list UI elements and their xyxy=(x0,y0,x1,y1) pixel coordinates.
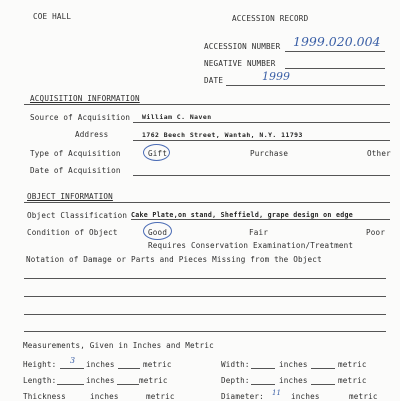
diameter-metric: metric xyxy=(349,392,378,401)
depth-inches-line xyxy=(251,384,275,385)
type-option-purchase[interactable]: Purchase xyxy=(250,149,289,158)
acquisition-date-line xyxy=(133,175,390,176)
condition-label: Condition of Object xyxy=(27,228,118,237)
condition-option-poor[interactable]: Poor xyxy=(366,228,386,237)
diameter-inches: inches xyxy=(291,392,320,401)
thickness-inches: inches xyxy=(90,392,119,401)
depth-metric: metric xyxy=(338,376,367,385)
object-heading: OBJECT INFORMATION xyxy=(27,192,113,201)
depth-label: Depth: xyxy=(221,376,250,385)
negative-number-label: NEGATIVE NUMBER xyxy=(204,59,276,68)
source-value: William C. Naven xyxy=(142,113,212,121)
notation-label: Notation of Damage or Parts and Pieces Missing from the Object xyxy=(26,255,322,264)
measurements-heading: Measurements, Given in Inches and Metric xyxy=(23,341,214,350)
diameter-value: 11 xyxy=(272,389,281,397)
address-line xyxy=(133,140,390,141)
date-line xyxy=(226,85,385,86)
height-metric: metric xyxy=(143,360,172,369)
acquisition-heading: ACQUISITION INFORMATION xyxy=(30,94,140,103)
object-divider xyxy=(24,202,390,203)
classification-line xyxy=(131,219,390,220)
length-inches-line xyxy=(57,384,84,385)
diameter-label: Diameter: xyxy=(221,392,264,401)
address-value: 1762 Beech Street, Wantah, N.Y. 11793 xyxy=(142,131,303,139)
length-metric-line xyxy=(117,384,139,385)
condition-option-fair[interactable]: Fair xyxy=(249,228,269,237)
org-name: COE HALL xyxy=(33,12,72,21)
source-line xyxy=(133,122,390,123)
accession-number-value: 1999.020.004 xyxy=(293,34,381,49)
type-option-other[interactable]: Other xyxy=(367,149,391,158)
width-label: Width: xyxy=(221,360,250,369)
source-label: Source of Acquisition xyxy=(30,113,131,122)
thickness-label: Thickness xyxy=(23,392,66,401)
width-inches-line xyxy=(251,368,275,369)
length-metric: metric xyxy=(139,376,168,385)
conservation-label: Requires Conservation Examination/Treatment xyxy=(148,241,354,250)
accession-number-line xyxy=(285,51,385,52)
accession-number-label: ACCESSION NUMBER xyxy=(204,42,281,51)
classification-label: Object Classification xyxy=(27,211,128,220)
acquisition-date-label: Date of Acquisition xyxy=(30,166,121,175)
notation-line-2 xyxy=(24,296,386,297)
acquisition-divider xyxy=(24,104,390,105)
thickness-metric: metric xyxy=(146,392,175,401)
classification-value: Cake Plate,on stand, Sheffield, grape design on edge xyxy=(131,211,354,219)
notation-line-4 xyxy=(24,331,386,332)
date-label: DATE xyxy=(204,76,224,85)
condition-option-good[interactable]: Good xyxy=(148,228,168,237)
height-label: Height: xyxy=(23,360,57,369)
width-inches: inches xyxy=(279,360,308,369)
notation-line-3 xyxy=(24,314,386,315)
height-inches: inches xyxy=(86,360,115,369)
length-label: Length: xyxy=(23,376,57,385)
width-metric-line xyxy=(311,368,335,369)
depth-inches: inches xyxy=(279,376,308,385)
width-metric: metric xyxy=(338,360,367,369)
address-label: Address xyxy=(75,130,109,139)
form-title: ACCESSION RECORD xyxy=(232,14,309,23)
date-value: 1999 xyxy=(262,70,290,83)
height-metric-line xyxy=(118,368,140,369)
height-value: 3 xyxy=(70,356,76,365)
notation-line-1 xyxy=(24,278,386,279)
type-option-gift[interactable]: Gift xyxy=(148,149,168,158)
negative-number-line xyxy=(285,68,385,69)
depth-metric-line xyxy=(311,384,335,385)
length-inches: inches xyxy=(86,376,115,385)
type-label: Type of Acquisition xyxy=(30,149,121,158)
height-inches-line xyxy=(60,368,84,369)
